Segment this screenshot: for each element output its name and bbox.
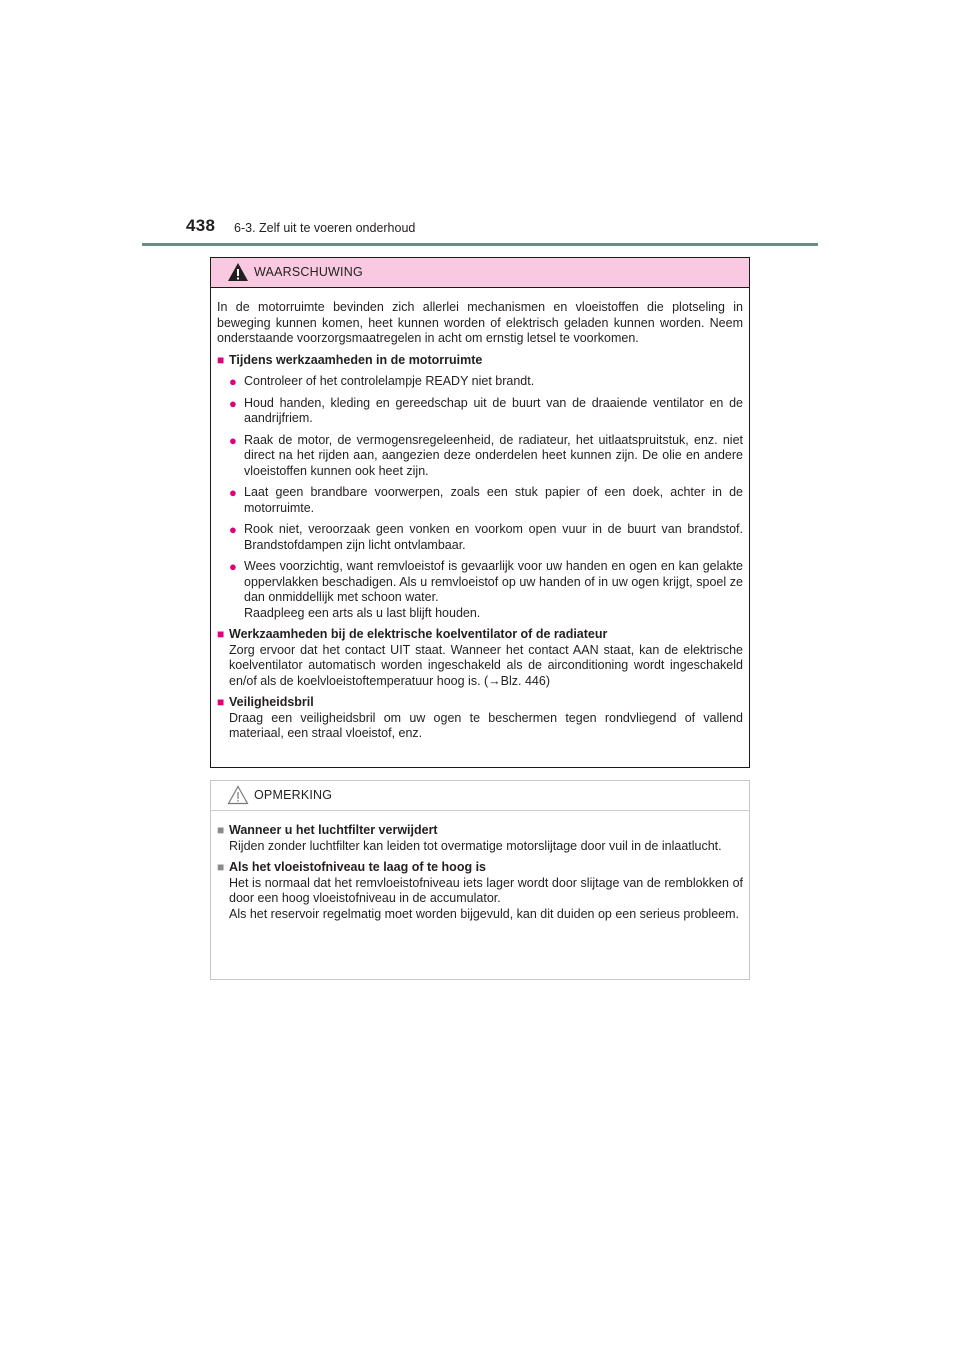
caution-outline-icon bbox=[227, 785, 249, 805]
warning-intro: In de motorruimte bevinden zich allerlei mechanismen en vloeistoffen die plotseling in beweging kunnen komen, heet kunnen worden of elektrisch geladen kunnen worden. Neem onderstaande voorzorgsmaatregelen in acht om ernstig letsel te voorkomen. bbox=[217, 300, 743, 345]
dot-bullet-icon: ● bbox=[229, 559, 237, 574]
section-heading bbox=[217, 695, 743, 711]
section-heading bbox=[217, 627, 743, 643]
square-bullet-icon: ■ bbox=[217, 860, 225, 874]
bullet-text: Houd handen, kleding en gereedschap uit de buurt van de draaiende ventilator en de aandrijfriem. bbox=[244, 395, 743, 425]
list-item bbox=[217, 559, 743, 621]
list-item bbox=[217, 485, 743, 516]
dot-bullet-icon: ● bbox=[229, 485, 237, 500]
section-title-text: Werkzaamheden bij de elektrische koelventilator of de radiateur bbox=[229, 627, 608, 641]
list-item bbox=[217, 374, 743, 390]
note-title: OPMERKING bbox=[254, 788, 333, 802]
section-text: Draag een veiligheidsbril om uw ogen te beschermen tegen rondvliegend of vallend materiaal, een straal vloeistof, enz. bbox=[229, 710, 743, 740]
warning-body bbox=[211, 288, 749, 742]
square-bullet-icon: ■ bbox=[217, 352, 225, 367]
square-bullet-icon: ■ bbox=[217, 627, 225, 641]
dot-bullet-icon: ● bbox=[229, 432, 237, 448]
section-title-text: Tijdens werkzaamheden in de motorruimte bbox=[229, 352, 483, 367]
bullet-text: Laat geen brandbare voorwerpen, zoals een stuk papier of een doek, achter in de motorruimte. bbox=[244, 485, 743, 515]
dot-bullet-icon: ● bbox=[229, 395, 237, 411]
section-heading bbox=[217, 860, 743, 876]
section-heading bbox=[217, 823, 743, 839]
warning-triangle-icon bbox=[227, 262, 249, 282]
header-rule bbox=[142, 243, 818, 246]
section-text: Rijden zonder luchtfilter kan leiden tot overmatige motorslijtage door vuil in de inlaatlucht. bbox=[229, 838, 722, 853]
warning-section bbox=[217, 695, 743, 742]
list-item bbox=[217, 522, 743, 553]
bullet-text: Wees voorzichtig, want remvloeistof is gevaarlijk voor uw handen en ogen en kan gelakte oppervlakken beschadigen. Als u remvloeistof op uw handen of in uw ogen krijgt, spoel ze dan onmiddellijk met schoon water. bbox=[244, 559, 743, 604]
bullet-text-block bbox=[244, 559, 743, 621]
section-title-text: Veiligheidsbril bbox=[229, 695, 314, 709]
section-title-text: Als het vloeistofniveau te laag of te hoog is bbox=[229, 860, 486, 874]
list-item bbox=[217, 433, 743, 480]
bullet-extra-text: Raadpleeg een arts als u last blijft houden. bbox=[244, 605, 481, 620]
note-section bbox=[217, 860, 743, 922]
note-section bbox=[217, 823, 743, 854]
warning-section bbox=[217, 627, 743, 689]
note-header bbox=[211, 781, 749, 811]
section-text: Zorg ervoor dat het contact UIT staat. Wanneer het contact AAN staat, kan de elektrische koelventilator automatisch worden ingeschakeld als de airconditioning wordt ingeschakeld en/of als de koelvloeistoftemperatuur hoog is. (→Blz. 446) bbox=[229, 642, 743, 688]
section-text-extra: Als het reservoir regelmatig moet worden bijgevuld, kan dit duiden op een serieus probleem. bbox=[229, 906, 740, 921]
square-bullet-icon: ■ bbox=[217, 823, 225, 837]
dot-bullet-icon: ● bbox=[229, 522, 237, 537]
warning-section bbox=[217, 353, 743, 369]
warning-header bbox=[211, 258, 749, 288]
section-title: 6-3. Zelf uit te voeren onderhoud bbox=[234, 221, 416, 235]
section-text: Het is normaal dat het remvloeistofniveau iets lager wordt door slijtage van de remblokken of door een hoog vloeistofniveau in de accumulator. bbox=[229, 875, 743, 905]
section-text-block bbox=[217, 876, 743, 923]
note-box bbox=[210, 780, 750, 980]
warning-box bbox=[210, 257, 750, 768]
square-bullet-icon: ■ bbox=[217, 695, 225, 709]
section-title-text: Wanneer u het luchtfilter verwijdert bbox=[229, 823, 438, 837]
page-number: 438 bbox=[186, 216, 216, 235]
warning-title: WAARSCHUWING bbox=[254, 265, 363, 279]
list-item bbox=[217, 396, 743, 427]
bullet-text: Controleer of het controlelampje READY niet brandt. bbox=[244, 374, 535, 388]
section-heading bbox=[217, 353, 743, 369]
dot-bullet-icon: ● bbox=[229, 374, 237, 389]
note-body bbox=[211, 811, 749, 922]
bullet-text: Raak de motor, de vermogensregeleenheid, de radiateur, het uitlaatspruitstuk, enz. niet direct na het rijden aan, aangezien deze onderdelen heet kunnen zijn. De olie en andere vloeistoffen kunnen ook heet zijn. bbox=[244, 432, 743, 478]
bullet-text: Rook niet, veroorzaak geen vonken en voorkom open vuur in de buurt van brandstof. Brandstofdampen zijn licht ontvlambaar. bbox=[244, 522, 743, 552]
